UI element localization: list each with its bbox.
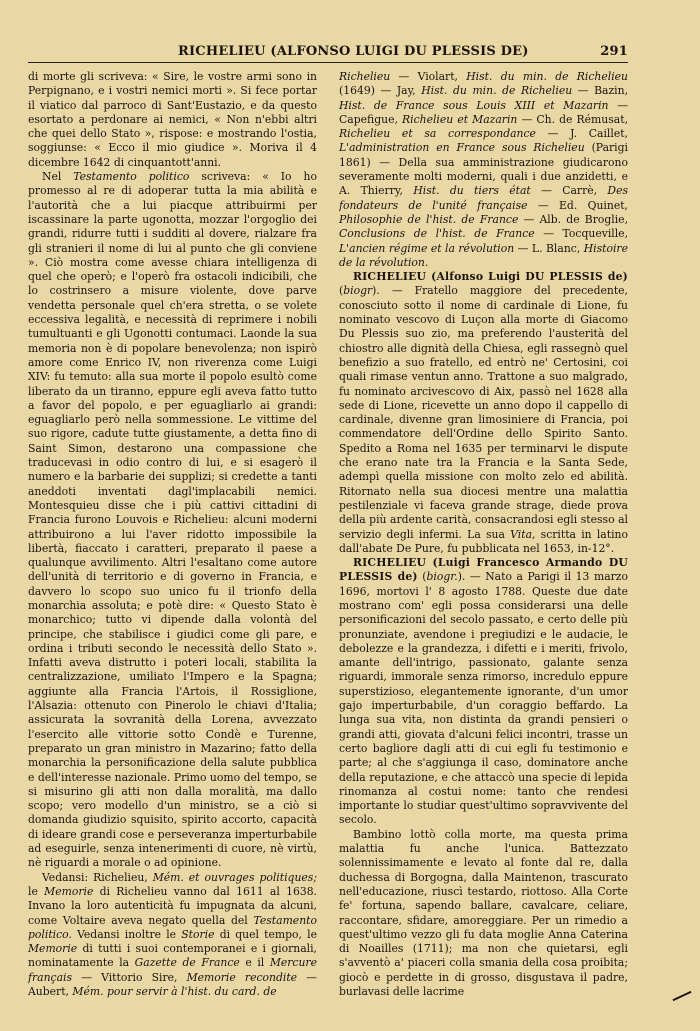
entry-headword: RICHELIEU (Luigi Francesco Armando DU PLESSIS de) bbox=[339, 556, 628, 584]
right-column bbox=[339, 70, 628, 1003]
entry-luigi-francesco-armando: RICHELIEU (Luigi Francesco Armando DU PLESSIS de) (biogr.). — Nato a Parigi il 13 marzo 1696, mortovi l' 8 agosto 1788. Queste due date mostrano com' egli possa considerarsi una delle personificazioni del secolo passato, e certo delle più pronunziate, avendone i pregiudizi e le audacie, le debolezze e la grandezza, i difetti e i meriti, frivolo, amante dell'intrigo, passionato, galante senza riguardi, immorale senza rimorso, incredulo eppure superstizioso, elegantemente ignorante, d'un umor gajo imperturbabile, d'un coraggio beffardo. La lunga sua vita, non distinta da grandi pensieri o grandi atti, giovata d'alcuni felici incontri, trasse un certo bagliore dagli atti di cui egli fu testimonio e parte; al che s'aggiunga il caso, dominatore anche della reputazione, e che attaccò una specie di lepida rinomanza al costui nome: tanto che rendesi importante lo studiar quest'ultimo sopravvivente del secolo. bbox=[339, 556, 628, 827]
entry-headword: RICHELIEU (Alfonso Luigi DU PLESSIS de) bbox=[353, 270, 628, 284]
entry-alfonso-luigi: RICHELIEU (Alfonso Luigi DU PLESSIS de) (biogr). — Fratello maggiore del precedente, conosciuto sotto il nome di cardinale di Lione, fu nominato vescovo di Luçon alla morte di Giacomo Du Plessis suo zio, ma preferendo l'austerità del chiostro alle dignità della Chiesa, egli rassegnò quel benefizio a suo fratello, ed entrò ne' Certosini, coi quali rimase ventun anno. Trattone a suo malgrado, fu nominato arcivescovo di Aix, passò nel 1628 alla sede di Lione, ricevette un anno dopo il cappello di cardinale, divenne gran limosiniere di Francia, poi commendatore dell'Ordine dello Spirito Santo. Spedito a Roma nel 1635 per terminarvi le dispute che erano nate tra la Francia e la Santa Sede, adempì quella missione con molto zelo ed abilità. Ritornato nella sua diocesi mentre una malattia pestilenziale vi faceva grande strage, diede prova della più ardente carità, consacrandosi egli stesso al servizio degli infermi. La sua Vita, scritta in latino dall'abate De Pure, fu pubblicata nel 1653, in-12°. bbox=[339, 270, 628, 555]
paragraph: di morte gli scriveva: « Sire, le vostre armi sono in Perpignano, e i vostri nemici morti ». Si fece portar il viatico dal parroco di Sant'Eustazio, e da questo esortato a perdonare ai nemici, « Non n'ebbi altri che quei dello Stato », rispose: e mostrando l'ostia, soggiunse: « Ecco il mio giudice ». Moriva il 4 dicembre 1642 di cinquantott'anni. bbox=[28, 70, 317, 169]
bibliography-continuation: Richelieu — Violart, Hist. du min. de Richelieu (1649) — Jay, Hist. du min. de Richelieu — Bazin, Hist. de France sous Louis XIII et Mazarin — Capefigue, Richelieu et Mazarin — Ch. de Rémusat, Richelieu et sa correspondance — J. Caillet, L'administration en France sous Richelieu (Parigi 1861) — Della sua amministrazione giudicarono severamente molti moderni, quali i due anzidetti, e A. Thierry, Hist. du tiers état — Carrè, Des fondateurs de l'unité française — Ed. Quinet, Philosophie de l'hist. de France — Alb. de Broglie, Conclusions de l'hist. de France — Tocqueville, L'ancien régime et la révolution — L. Blanc, Histoire de la révolution. bbox=[339, 70, 628, 269]
bibliography-paragraph: Vedansi: Richelieu, Mém. et ouvrages politiques; le Memorie di Richelieu vanno dal 1611 al 1638. Invano la loro autenticità fu impugnata da alcuni, come Voltaire aveva negato quella del Testamento politico. Vedansi inoltre le Storie di quel tempo, le Memorie di tutti i suoi contemporanei e i giornali, nominatamente la Gazette de France e il Mercure français — Vittorio Sire, Memorie recondite — Aubert, Mém. pour servir à l'hist. du card. de bbox=[28, 870, 317, 998]
paragraph: Nel Testamento politico scriveva: « Io ho promesso al re di adoperar tutta la mia abilità e l'autorità che a lui piacque attribuirmi per iscassinare la parte ugonotta, mozzar l'orgoglio dei grandi, ridurre tutti i sudditi al dovere, rialzare fra gli stranieri il nome di lui al punto che gli conviene ». Ciò mostra come avesse chiara intelligenza di quel che operò; e l'operò fra ostacoli indicibili, che lo costrinsero a misure violente, dove parve vendetta personale quel ch'era stretta, o se volete eccessiva legalità, e necessità di reprimere i nobili tumultuanti e gli Ugonotti contumaci. Laonde la sua memoria non è di popolare benevolenza; non ispirò amore come Enrico IV, non riverenza come Luigi XIV: fu temuto: alla sua morte il popolo esultò come liberato da un tiranno, eppure egli aveva fatto tutto a favor del popolo, e per eguagliarlo ai grandi: eguagliarlo però nella sommessione. Le vittime del suo rigore, cadute tutte giustamente, a detta fino di Saint Simon, destarono una compassione che traducevasi in odio contro di lui, e si esagerò il numero e la barbarie dei supplizi; si credette a tanti aneddoti inventati dagl'implacabili nemici. Montesquieu disse che i più cattivi cittadini di Francia furono Louvois e Richelieu: alcuni moderni attribuirono a lui l'aver ridotto impossibile la libertà, fiaccato i caratteri, preparato il paese a qualunque avvilimento. Altri l'esaltano come autore dell'unità di territorio e di governo in Francia, e davvero lo scopo suo unico fu il trionfo della monarchia assoluta; e potè dire: « Questo Stato è monarchico; tutto vi dipende dalla volontà del principe, che stabilisce i giudici come gli pare, e ordina i tributi secondo le necessità dello Stato ». Infatti aveva distrutto i poteri locali, stabilita la centralizzazione, umiliato l'Impero e la Spagna; aggiunte alla Francia l'Artois, il Rossiglione, l'Alsazia: ottenuto con Pinerolo le chiavi d'Italia; assicurata la sovranità della Lorena, avvezzato l'esercito alle vittorie sotto Condè e Turenne, preparato un gran ministro in Mazarino; fatto della monarchia la personificazione della salute pubblica e dell'interesse nazionale. Primo uomo del tempo, se si misurino gli atti non dalla moralità, ma dallo scopo; vero modello d'un ministro, se a ciò si domanda giudizio squisito, spirito accorto, capacità di ideare grandi cose e perseveranza imperturbabile ad eseguirle, senza intenerimenti di cuore, nè virtù, nè riguardi a morale o ad opinione. bbox=[28, 170, 317, 870]
margin-pen-mark bbox=[673, 991, 692, 1001]
page-number: 291 bbox=[600, 44, 628, 59]
paragraph: Bambino lottò colla morte, ma questa prima malattia fu anche l'unica. Battezzato solennissimamente e levato al fonte dal re, dalla duchessa di Borgogna, dalla Maintenon, trascurato nell'educazione, riuscì testardo, riottoso. Alla Corte fe' fortuna, sapendo ballare, cavalcare, celiare, raccontare, sfidare, amoreggiare. Per un rimedio a quest'ultimo vezzo gli fu data moglie Anna Caterina di Noailles (1711); ma non che quietarsi, egli s'avventò a' piaceri colla smania della cosa proibita; giocò e perdette in di grosso, disgustava il padre, burlavasi delle lacrime bbox=[339, 827, 628, 998]
left-column bbox=[28, 70, 317, 1003]
header-rule bbox=[28, 62, 628, 63]
running-title: RICHELIEU (ALFONSO LUIGI DU PLESSIS DE) bbox=[178, 44, 529, 59]
text-columns bbox=[28, 70, 628, 1003]
